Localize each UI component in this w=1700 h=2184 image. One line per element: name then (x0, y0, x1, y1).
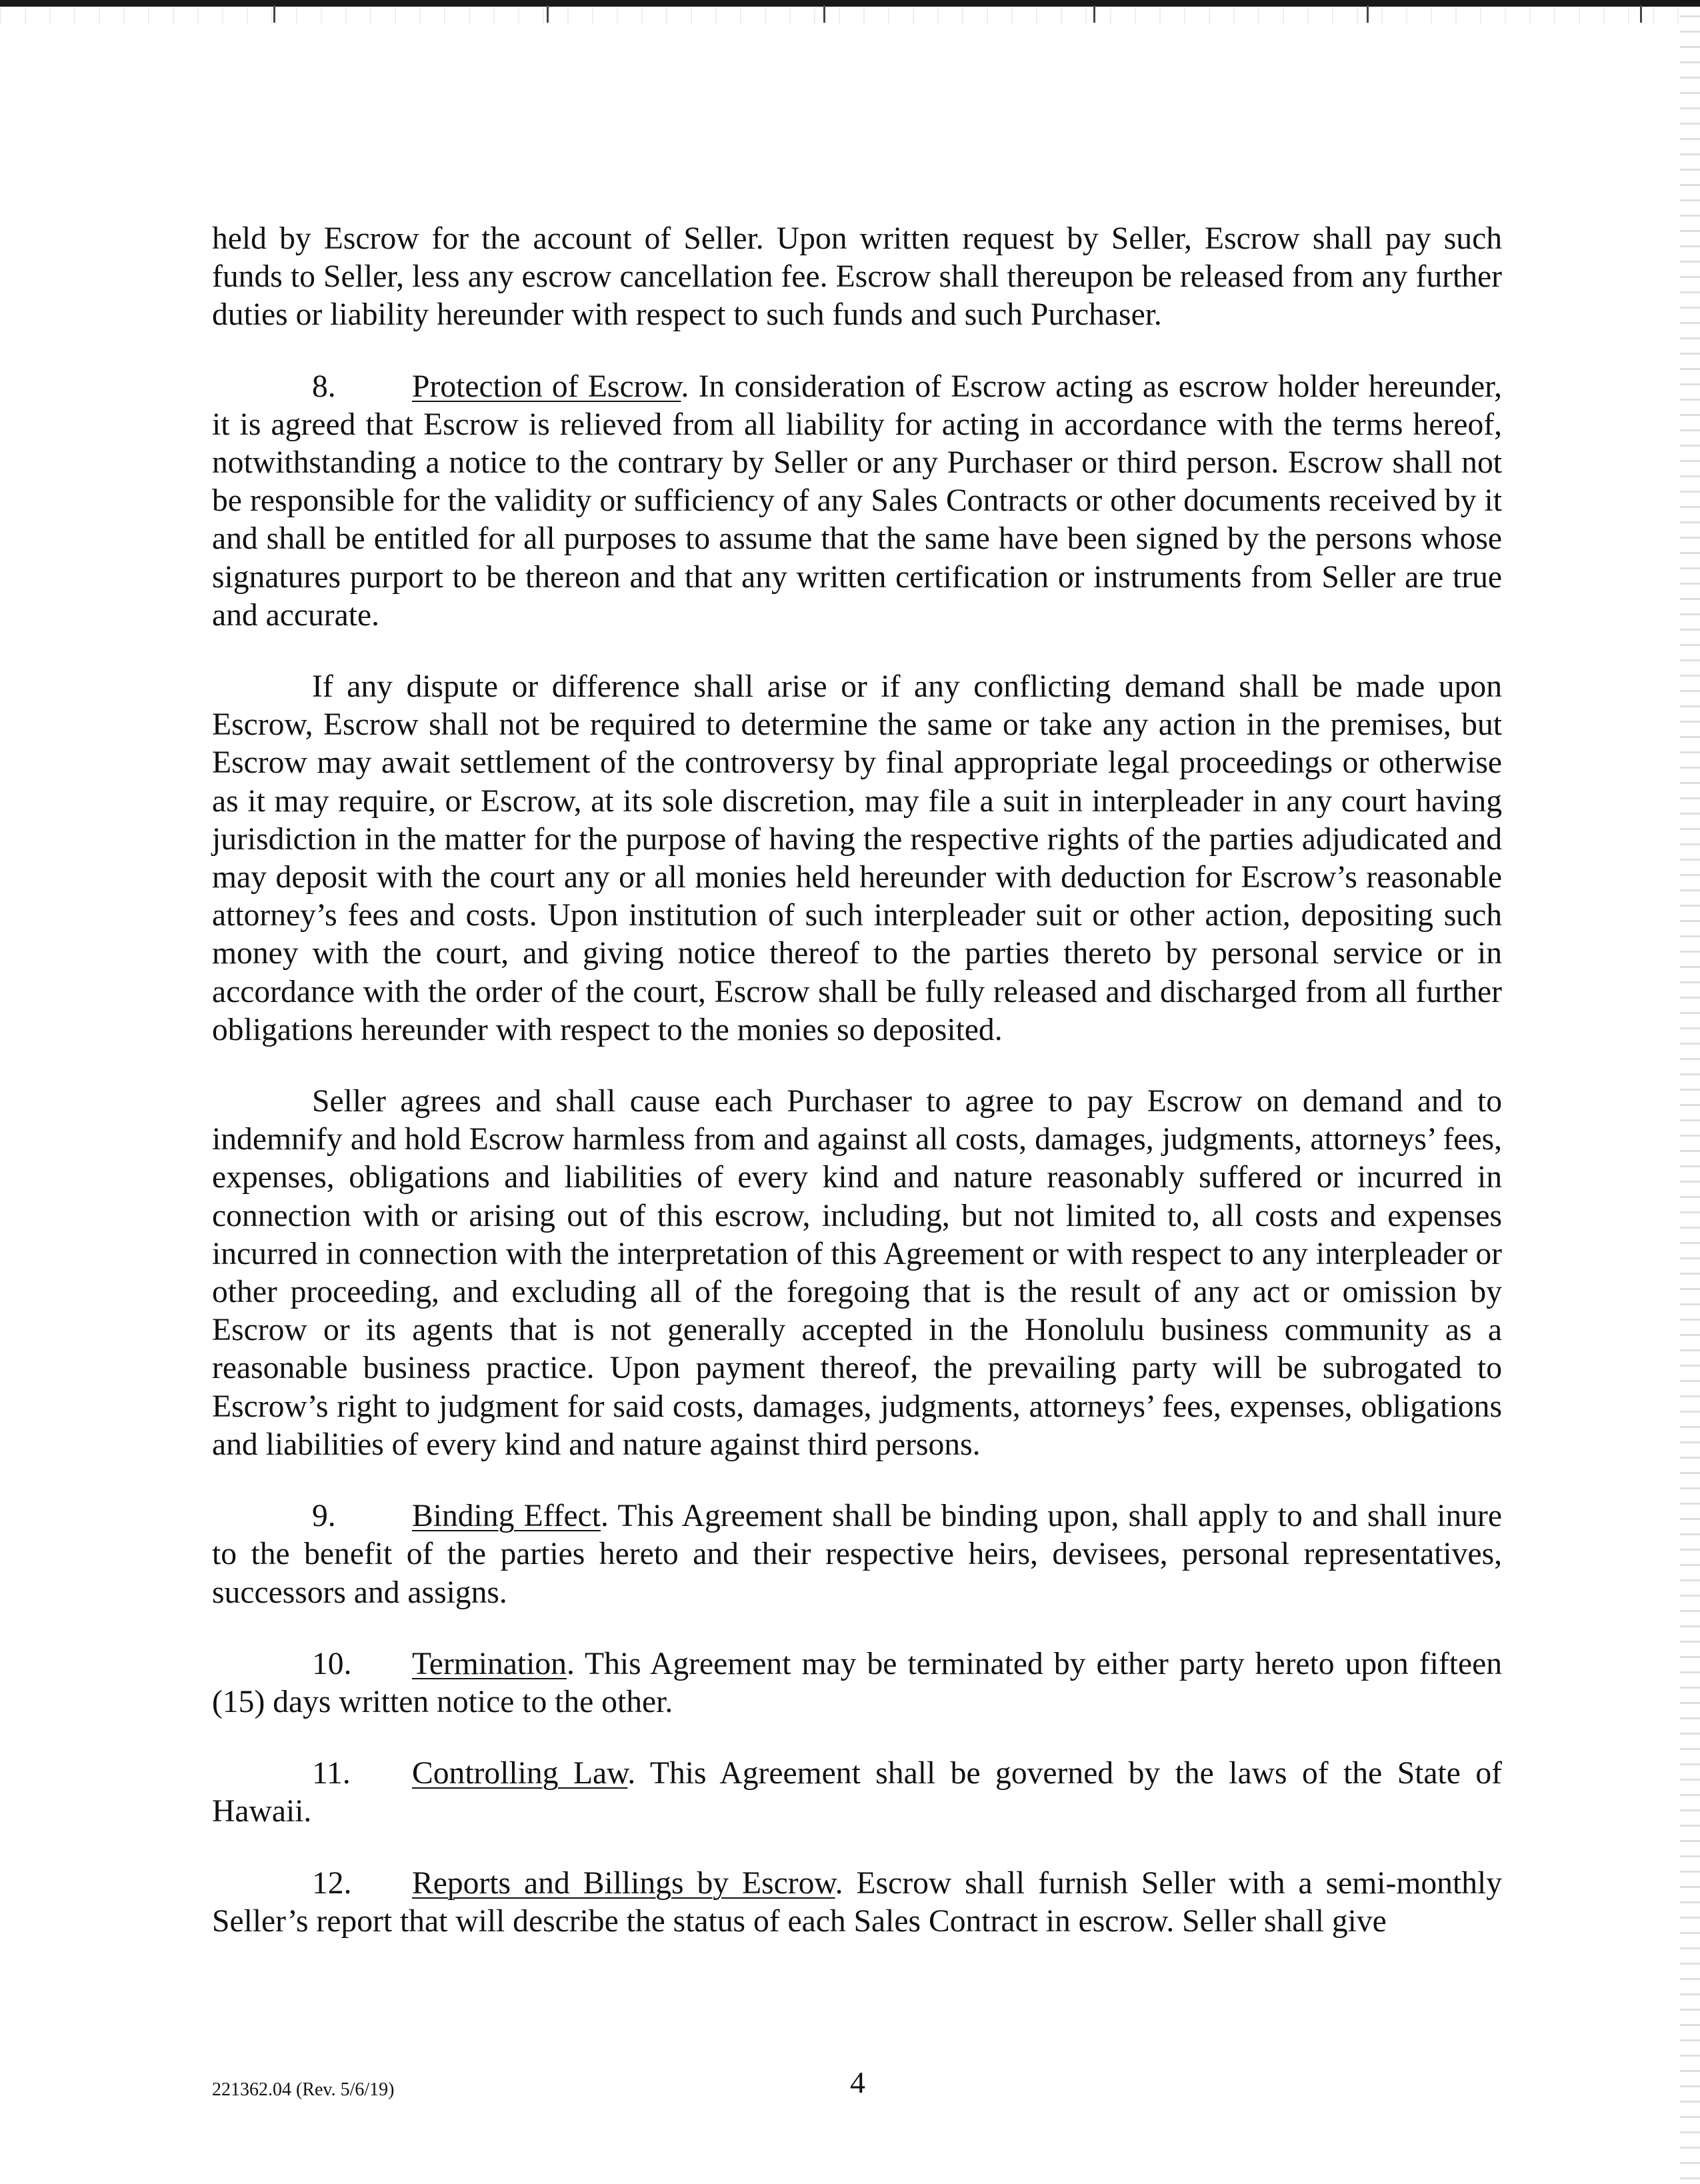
section-number: 8. (312, 369, 336, 404)
scan-top-artifacts (0, 7, 1700, 24)
section-number: 10. (312, 1646, 352, 1681)
section-12-paragraph (212, 1865, 1502, 1941)
section-8-dispute-paragraph: If any dispute or difference shall arise or if any conflicting demand shall be made upon Escrow, Escrow shall not be required to determine the same or take any action in the premises, but Escrow may await settlement of the controversy by final appropriate legal proceedings or otherwise as it may require, or Escrow, at its sole discretion, may file a suit in interpleader in any court having jurisdiction in the matter for the purpose of having the respective rights of the parties adjudicated and may deposit with the court any or all monies held hereunder with deduction for Escrow’s reasonable attorney’s fees and costs. Upon institution of such interpleader suit or other action, depositing such money with the court, and giving notice thereof to the parties thereto by personal service or in accordance with the order of the court, Escrow shall be fully released and discharged from all further obligations hereunder with respect to the monies so deposited. (212, 669, 1502, 1047)
scan-tick-mark (1093, 5, 1095, 23)
section-text: . This Agreement shall be governed by the laws of the State of Hawaii. (212, 1756, 1502, 1829)
scan-tick-mark (1640, 5, 1642, 23)
section-text: . This Agreement may be terminated by either party hereto upon fifteen (15) days written notice to the other. (212, 1646, 1502, 1719)
scan-tick-mark (1367, 5, 1369, 23)
section-8-indemnity-paragraph: Seller agrees and shall cause each Purchaser to agree to pay Escrow on demand and to indemnify and hold Escrow harmless from and against all costs, damages, judgments, attorneys’ fees, expenses, obligations and liabilities of every kind and nature reasonably suffered or incurred in connection with or arising out of this escrow, including, but not limited to, all costs and expenses incurred in connection with the interpretation of this Agreement or with respect to any interpleader or other proceeding, and excluding all of the foregoing that is the result of any act or omission by Escrow or its agents that is not generally accepted in the Honolulu business community as a reasonable business practice. Upon payment thereof, the prevailing party will be subrogated to Escrow’s right to judgment for said costs, damages, judgments, attorneys’ fees, expenses, obligations and liabilities of every kind and nature against third persons. (212, 1084, 1502, 1462)
section-heading: Binding Effect (412, 1499, 601, 1534)
continuation-paragraph: held by Escrow for the account of Seller. Upon written request by Seller, Escrow shall pay such funds to Seller, less any escrow cancellation fee. Escrow shall thereupon be released from any further duties or liability hereunder with respect to such funds and such Purchaser. (212, 221, 1502, 333)
section-number: 12. (312, 1865, 352, 1901)
scan-tick-mark (823, 5, 825, 23)
section-text: . In consideration of Escrow acting as escrow holder hereunder, it is agreed that Escrow is relieved from all liability for acting in accordance with the terms hereof, notwithstanding a notice to the contrary by Seller or any Purchaser or third person. Escrow shall not be responsible for the validity or sufficiency of any Sales Contracts or other documents received by it and shall be entitled for all purposes to assume that the same have been signed by the persons whose signatures purport to be thereon and that any written certification or instruments from Seller are true and accurate. (212, 369, 1502, 633)
scan-right-edge (1680, 0, 1700, 2184)
page-number: 4 (850, 2065, 865, 2099)
section-heading: Termination (412, 1646, 567, 1681)
section-text: . This Agreement shall be binding upon, shall apply to and shall inure to the benefit of the parties hereto and their respective heirs, devisees, personal representatives, successors and assigns. (212, 1499, 1502, 1610)
section-9-paragraph (212, 1497, 1502, 1612)
section-10-paragraph (212, 1645, 1502, 1721)
section-number: 11. (312, 1756, 351, 1791)
scan-tick-mark (273, 5, 275, 23)
section-text: . Escrow shall furnish Seller with a semi-monthly Seller’s report that will describe the status of each Sales Contract in escrow. Seller shall give (212, 1865, 1502, 1939)
section-11-paragraph (212, 1755, 1502, 1831)
footer-document-id: 221362.04 (Rev. 5/6/19) (212, 2079, 395, 2100)
section-heading: Controlling Law (412, 1756, 628, 1791)
document-body (212, 220, 1502, 1941)
section-heading: Reports and Billings by Escrow (412, 1865, 835, 1901)
section-heading: Protection of Escrow (412, 369, 681, 404)
scan-tick-mark (547, 5, 549, 23)
section-8-paragraph (212, 368, 1502, 635)
section-number: 9. (312, 1499, 336, 1534)
scan-top-rule (0, 0, 1700, 7)
